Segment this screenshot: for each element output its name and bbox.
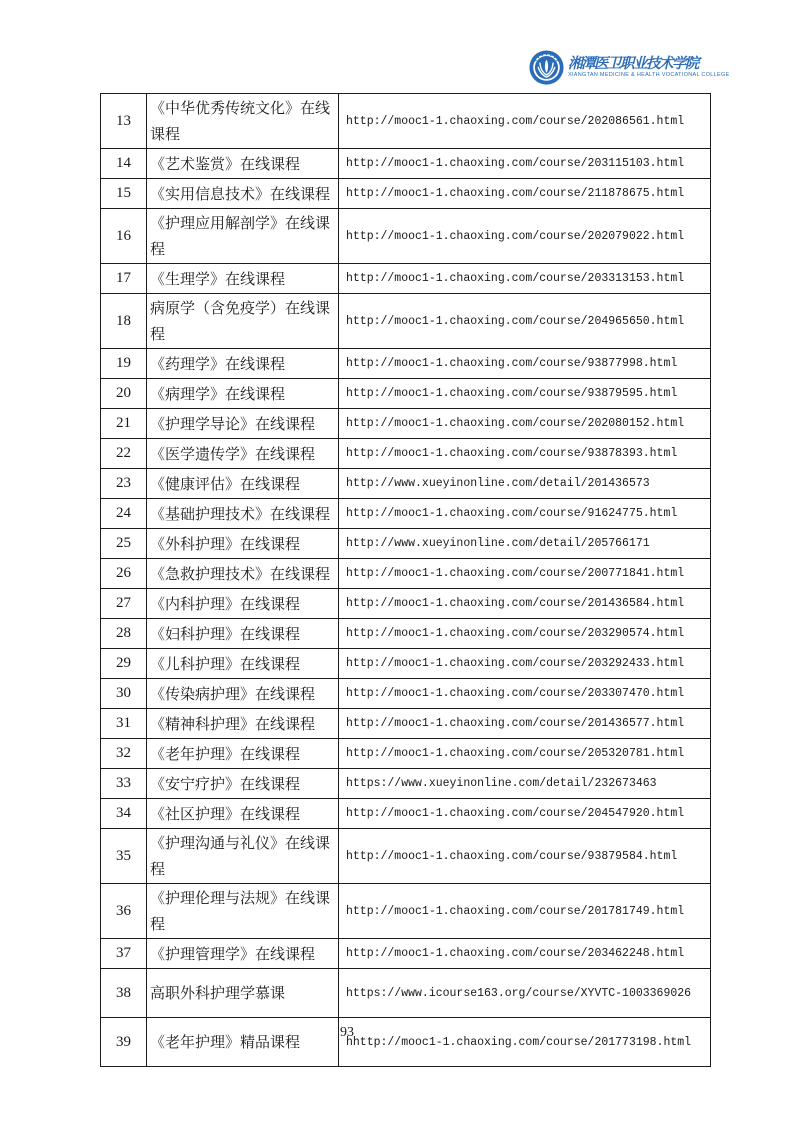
table-row — [101, 379, 711, 409]
table-row — [101, 469, 711, 499]
table-row — [101, 439, 711, 469]
row-number-cell: 16 — [101, 209, 147, 264]
course-name-cell: 《药理学》在线课程 — [147, 349, 339, 379]
course-name-cell: 高职外科护理学慕课 — [147, 969, 339, 1018]
course-url-cell: https://www.xueyinonline.com/detail/232673463 — [339, 769, 711, 799]
table-row — [101, 529, 711, 559]
row-number-cell: 33 — [101, 769, 147, 799]
course-url-cell: hhttp://mooc1-1.chaoxing.com/course/201773198.html — [339, 1018, 711, 1067]
course-name-cell: 《急救护理技术》在线课程 — [147, 559, 339, 589]
course-name-cell: 《老年护理》在线课程 — [147, 739, 339, 769]
table-row — [101, 559, 711, 589]
course-name-cell: 《护理伦理与法规》在线课程 — [147, 884, 339, 939]
row-number-cell: 25 — [101, 529, 147, 559]
course-url-cell: http://mooc1-1.chaoxing.com/course/201781749.html — [339, 884, 711, 939]
course-url-cell: http://mooc1-1.chaoxing.com/course/93879595.html — [339, 379, 711, 409]
course-name-cell: 《护理应用解剖学》在线课程 — [147, 209, 339, 264]
course-name-cell: 《护理沟通与礼仪》在线课程 — [147, 829, 339, 884]
table-row — [101, 939, 711, 969]
course-name-cell: 《护理学导论》在线课程 — [147, 409, 339, 439]
table-row — [101, 349, 711, 379]
course-name-cell: 《内科护理》在线课程 — [147, 589, 339, 619]
course-url-cell: http://www.xueyinonline.com/detail/205766171 — [339, 529, 711, 559]
table-row — [101, 499, 711, 529]
course-url-cell: http://mooc1-1.chaoxing.com/course/203292433.html — [339, 649, 711, 679]
course-name-cell: 《传染病护理》在线课程 — [147, 679, 339, 709]
course-name-cell: 《病理学》在线课程 — [147, 379, 339, 409]
course-url-cell: http://mooc1-1.chaoxing.com/course/93878393.html — [339, 439, 711, 469]
row-number-cell: 15 — [101, 179, 147, 209]
table-row — [101, 209, 711, 264]
course-name-cell: 病原学（含免疫学）在线课程 — [147, 294, 339, 349]
table-row — [101, 679, 711, 709]
course-name-cell: 《生理学》在线课程 — [147, 264, 339, 294]
row-number-cell: 38 — [101, 969, 147, 1018]
college-name-zh: 湘潭医卫职业技术学院 — [568, 55, 698, 72]
course-name-cell: 《妇科护理》在线课程 — [147, 619, 339, 649]
row-number-cell: 21 — [101, 409, 147, 439]
course-name-cell: 《精神科护理》在线课程 — [147, 709, 339, 739]
row-number-cell: 39 — [101, 1018, 147, 1067]
page-number: 93 — [340, 1025, 354, 1040]
course-url-cell: http://mooc1-1.chaoxing.com/course/200771841.html — [339, 559, 711, 589]
table-row — [101, 709, 711, 739]
course-url-cell: http://mooc1-1.chaoxing.com/course/203115103.html — [339, 149, 711, 179]
course-url-cell: http://mooc1-1.chaoxing.com/course/204547920.html — [339, 799, 711, 829]
table-row — [101, 829, 711, 884]
row-number-cell: 24 — [101, 499, 147, 529]
course-url-cell: http://mooc1-1.chaoxing.com/course/93879584.html — [339, 829, 711, 884]
table-row — [101, 264, 711, 294]
table-row — [101, 94, 711, 149]
course-url-cell: http://mooc1-1.chaoxing.com/course/203307470.html — [339, 679, 711, 709]
course-list-table — [100, 93, 711, 1067]
course-url-cell: https://www.icourse163.org/course/XYVTC-1003369026 — [339, 969, 711, 1018]
course-url-cell: http://mooc1-1.chaoxing.com/course/203462248.html — [339, 939, 711, 969]
course-url-cell: http://mooc1-1.chaoxing.com/course/201436584.html — [339, 589, 711, 619]
row-number-cell: 18 — [101, 294, 147, 349]
course-name-cell: 《儿科护理》在线课程 — [147, 649, 339, 679]
row-number-cell: 28 — [101, 619, 147, 649]
row-number-cell: 29 — [101, 649, 147, 679]
table-row — [101, 179, 711, 209]
table-row — [101, 619, 711, 649]
row-number-cell: 13 — [101, 94, 147, 149]
table-row — [101, 799, 711, 829]
course-url-cell: http://mooc1-1.chaoxing.com/course/91624775.html — [339, 499, 711, 529]
row-number-cell: 37 — [101, 939, 147, 969]
college-name-block — [568, 56, 730, 79]
row-number-cell: 17 — [101, 264, 147, 294]
college-logo — [529, 50, 730, 85]
row-number-cell: 20 — [101, 379, 147, 409]
course-url-cell: http://mooc1-1.chaoxing.com/course/211878675.html — [339, 179, 711, 209]
row-number-cell: 34 — [101, 799, 147, 829]
table-row — [101, 739, 711, 769]
table-row — [101, 649, 711, 679]
course-url-cell: http://mooc1-1.chaoxing.com/course/202079022.html — [339, 209, 711, 264]
table-row — [101, 884, 711, 939]
course-url-cell: http://mooc1-1.chaoxing.com/course/202080152.html — [339, 409, 711, 439]
course-name-cell: 《健康评估》在线课程 — [147, 469, 339, 499]
course-url-cell: http://mooc1-1.chaoxing.com/course/203313153.html — [339, 264, 711, 294]
course-name-cell: 《社区护理》在线课程 — [147, 799, 339, 829]
row-number-cell: 27 — [101, 589, 147, 619]
row-number-cell: 22 — [101, 439, 147, 469]
table-row — [101, 769, 711, 799]
row-number-cell: 19 — [101, 349, 147, 379]
row-number-cell: 23 — [101, 469, 147, 499]
row-number-cell: 36 — [101, 884, 147, 939]
course-name-cell: 《艺术鉴赏》在线课程 — [147, 149, 339, 179]
course-url-cell: http://mooc1-1.chaoxing.com/course/93877998.html — [339, 349, 711, 379]
course-name-cell: 《安宁疗护》在线课程 — [147, 769, 339, 799]
table-row — [101, 969, 711, 1018]
college-emblem-icon — [529, 50, 564, 85]
course-url-cell: http://www.xueyinonline.com/detail/201436573 — [339, 469, 711, 499]
row-number-cell: 31 — [101, 709, 147, 739]
course-url-cell: http://mooc1-1.chaoxing.com/course/201436577.html — [339, 709, 711, 739]
course-url-cell: http://mooc1-1.chaoxing.com/course/203290574.html — [339, 619, 711, 649]
row-number-cell: 26 — [101, 559, 147, 589]
course-url-cell: http://mooc1-1.chaoxing.com/course/205320781.html — [339, 739, 711, 769]
course-name-cell: 《基础护理技术》在线课程 — [147, 499, 339, 529]
course-name-cell: 《实用信息技术》在线课程 — [147, 179, 339, 209]
row-number-cell: 14 — [101, 149, 147, 179]
table-row — [101, 149, 711, 179]
row-number-cell: 32 — [101, 739, 147, 769]
row-number-cell: 30 — [101, 679, 147, 709]
college-name-en: XIANGTAN MEDICINE & HEALTH VOCATIONAL COLLEGE — [568, 72, 730, 78]
course-name-cell: 《护理管理学》在线课程 — [147, 939, 339, 969]
table-row — [101, 589, 711, 619]
table-row — [101, 409, 711, 439]
table-row — [101, 294, 711, 349]
course-name-cell: 《老年护理》精品课程 — [147, 1018, 339, 1067]
course-name-cell: 《中华优秀传统文化》在线课程 — [147, 94, 339, 149]
course-url-cell: http://mooc1-1.chaoxing.com/course/202086561.html — [339, 94, 711, 149]
course-name-cell: 《医学遗传学》在线课程 — [147, 439, 339, 469]
course-name-cell: 《外科护理》在线课程 — [147, 529, 339, 559]
row-number-cell: 35 — [101, 829, 147, 884]
course-url-cell: http://mooc1-1.chaoxing.com/course/204965650.html — [339, 294, 711, 349]
